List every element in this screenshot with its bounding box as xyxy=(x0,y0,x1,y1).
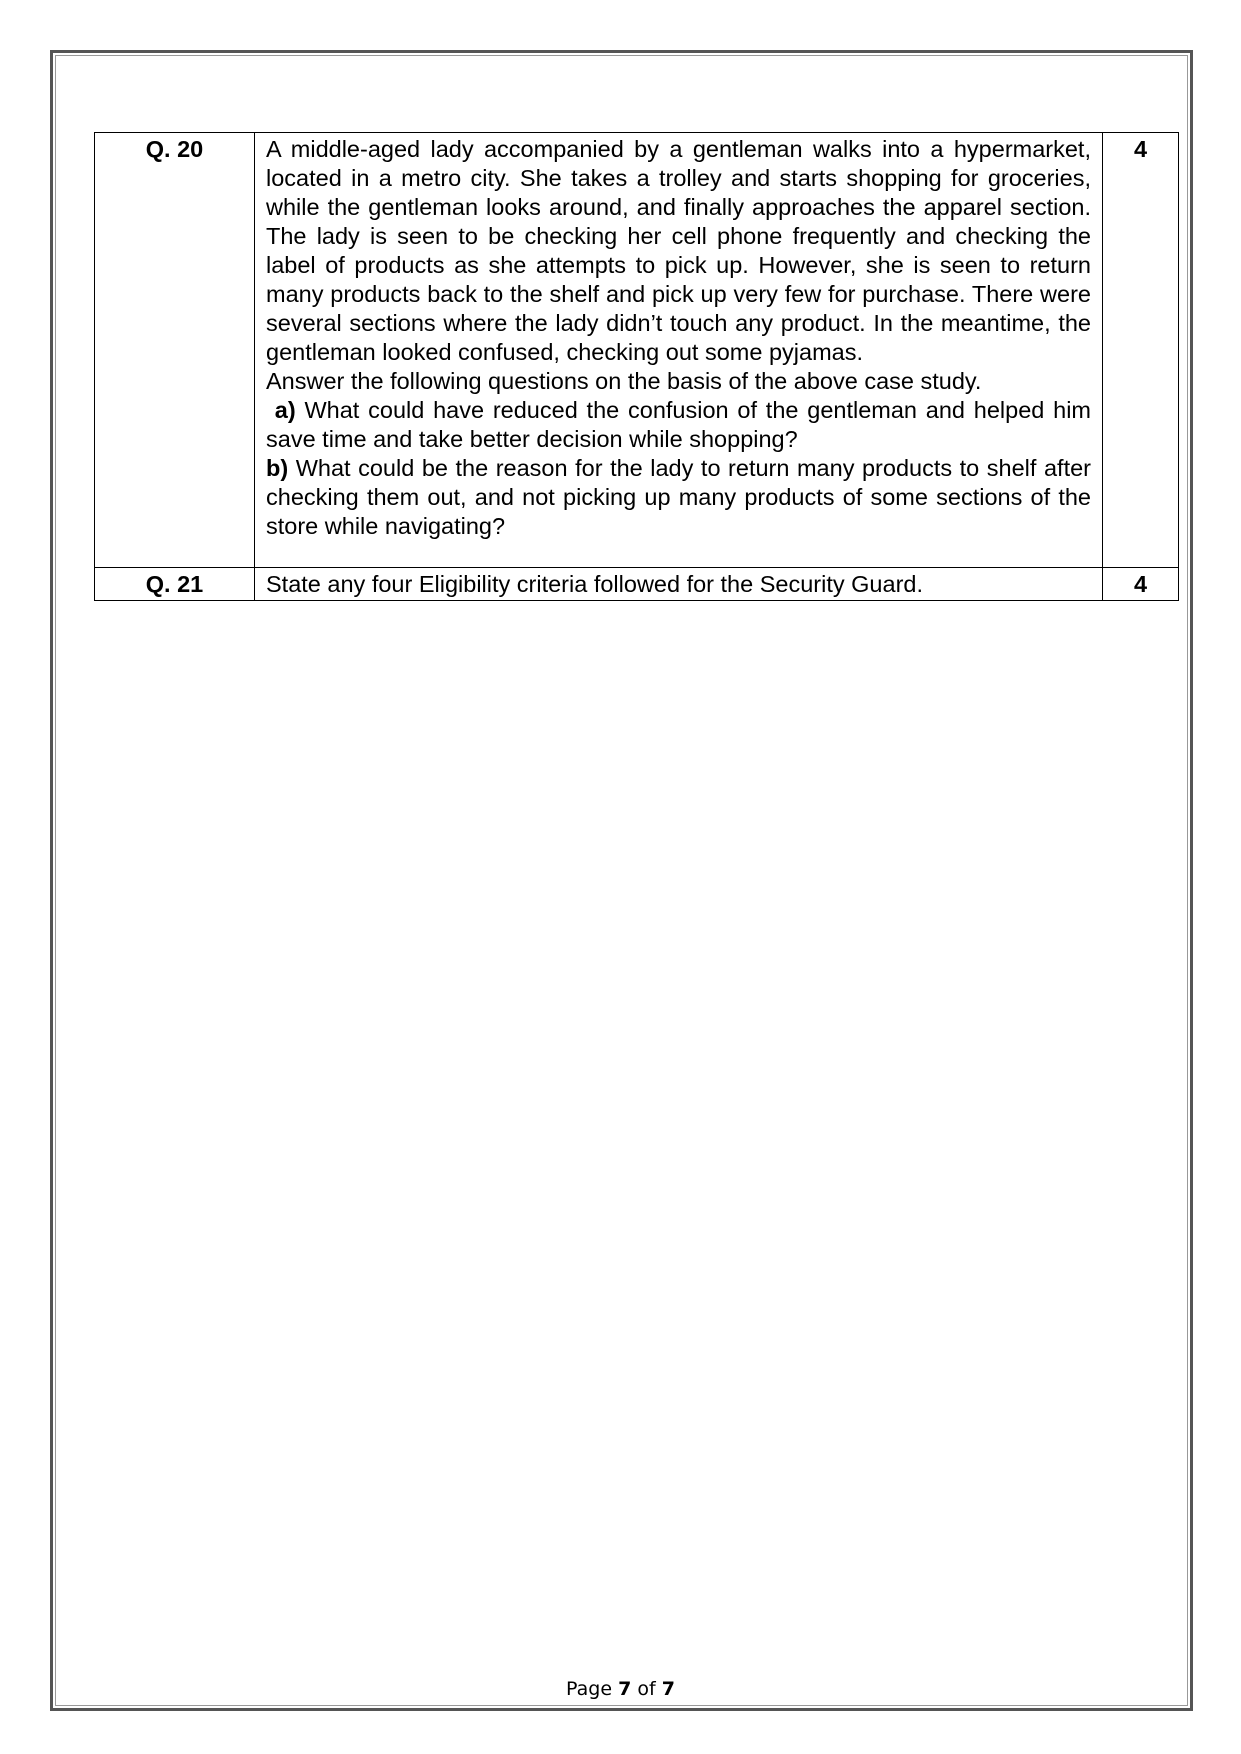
footer-separator: of xyxy=(631,1678,662,1700)
instruction-paragraph: Answer the following questions on the basis of the above case study. xyxy=(266,368,982,394)
question-marks: 4 xyxy=(1103,568,1179,601)
sub-question-a xyxy=(266,396,1091,454)
question-text xyxy=(255,133,1103,568)
question-row-20 xyxy=(95,133,1179,568)
case-study-paragraph: A middle-aged lady accompanied by a gentleman walks into a hypermarket, located in a metro city. She takes a trolley and starts shopping for groceries, while the gentleman looks around, and finally approaches the apparel section. The lady is seen to be checking her cell phone frequently and checking the label of products as she attempts to pick up. However, she is seen to return many products back to the shelf and pick up very few for purchase. There were several sections where the lady didn’t touch any product. In the meantime, the gentleman looked confused, checking out some pyjamas. xyxy=(266,136,1091,365)
footer-prefix: Page xyxy=(566,1678,619,1700)
question-row-21 xyxy=(95,568,1179,601)
sub-question-label: b) xyxy=(266,455,289,481)
page-footer xyxy=(0,1678,1241,1700)
sub-question-text: What could be the reason for the lady to return many products to shelf after checking them out, and not picking up many products of some sections of the store while navigating? xyxy=(266,455,1091,539)
sub-question-label: a) xyxy=(274,397,296,423)
question-number: Q. 20 xyxy=(95,133,255,568)
question-text: State any four Eligibility criteria followed for the Security Guard. xyxy=(255,568,1103,601)
sub-question-b xyxy=(266,454,1091,541)
question-marks: 4 xyxy=(1103,133,1179,568)
current-page-number: 7 xyxy=(618,1678,632,1700)
total-page-number: 7 xyxy=(661,1678,675,1700)
questions-table xyxy=(94,132,1179,601)
sub-question-text: What could have reduced the confusion of the gentleman and helped him save time and take better decision while shopping? xyxy=(266,397,1091,452)
question-number: Q. 21 xyxy=(95,568,255,601)
